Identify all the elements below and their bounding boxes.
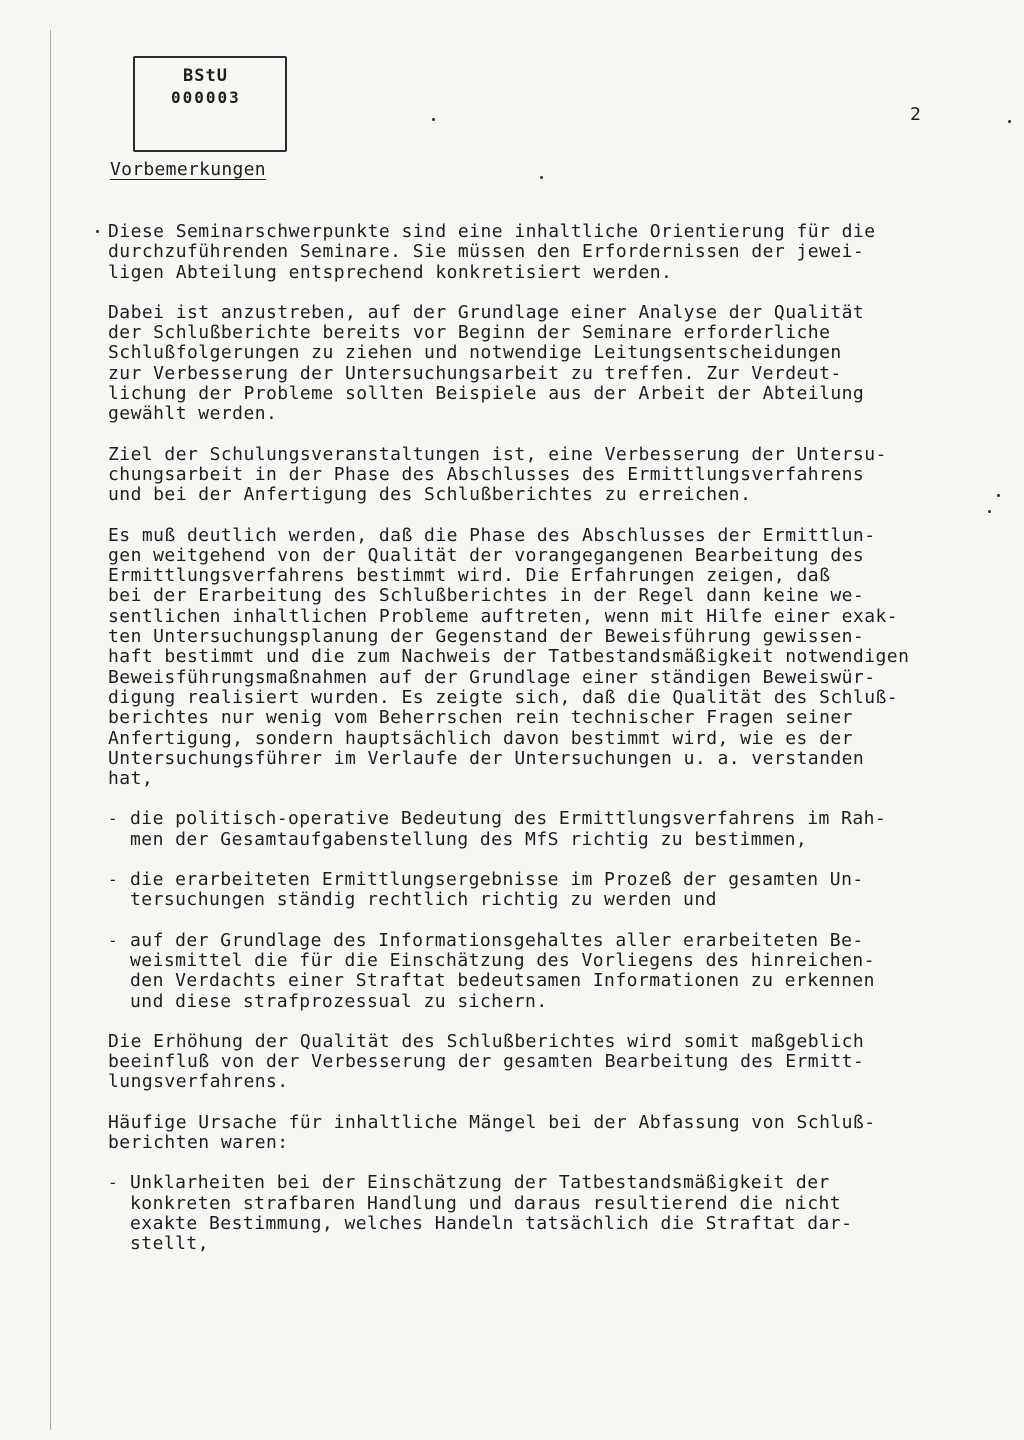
list-item-text: die erarbeiteten Ermittlungsergebnisse im Prozeß der gesamten Un- tersuchungen ständig rechtlich richtig zu werden und	[130, 869, 864, 911]
list-dash: -	[108, 1173, 118, 1193]
section-heading: Vorbemerkungen	[110, 159, 266, 180]
paragraph-3: Ziel der Schulungsveranstaltungen ist, eine Verbesserung der Untersu- chungsarbeit in der Phase des Abschlusses des Ermittlungsverfahrens und bei der Anfertigung des Schlußberichtes zu erreichen.	[108, 443, 887, 506]
scan-speck	[96, 230, 99, 233]
stamp-line-1: BStU	[183, 66, 228, 86]
list-dash: -	[108, 809, 118, 829]
list-item	[108, 809, 958, 850]
scan-speck	[997, 494, 1000, 497]
stamp-line-2: 000003	[171, 88, 241, 107]
list-item-text: Unklarheiten bei der Einschätzung der Tatbestandsmäßigkeit der konkreten strafbaren Handlung und daraus resultierend die nicht exakte Bestimmung, welches Handeln tatsächlich die Straftat dar- stellt,	[130, 1172, 853, 1255]
list-dash: -	[108, 870, 118, 890]
paragraph-2: Dabei ist anzustreben, auf der Grundlage einer Analyse der Qualität der Schlußberichte bereits vor Beginn der Seminare erforderliche Schlußfolgerungen zu ziehen und notwendige Leitungsentscheidungen zur Verbesserung der Untersuchungsarbeit zu treffen. Zur Verdeut- lichung der Probleme sollten Beispiele aus der Arbeit der Abteilung gewählt werden.	[108, 301, 865, 425]
page-number: 2	[910, 104, 921, 125]
scan-speck	[1008, 120, 1011, 123]
list-item	[108, 931, 958, 1012]
list-item	[108, 870, 958, 911]
scan-speck	[540, 176, 543, 179]
scan-speck	[432, 118, 435, 121]
list-item-text: die politisch-operative Bedeutung des Ermittlungsverfahrens im Rah- men der Gesamtaufgabenstellung des MfS richtig zu bestimmen,	[130, 808, 887, 850]
list-dash: -	[108, 930, 118, 950]
paragraph-5: Die Erhöhung der Qualität des Schlußberichtes wird somit maßgeblich beeinfluß von der Verbesserung der gesamten Bearbeitung des Ermitt- lungsverfahrens.	[108, 1030, 865, 1093]
list-item-text: auf der Grundlage des Informationsgehaltes aller erarbeiteten Be- weismittel die für die Einschätzung des Vorliegens des hinreichen- den Verdachts einer Straftat bedeutsamen Informationen zu erkennen und diese strafprozessual zu sichern.	[130, 929, 875, 1012]
paragraph-6: Häufige Ursache für inhaltliche Mängel bei der Abfassung von Schluß- berichten waren:	[108, 1111, 876, 1153]
archive-stamp	[133, 56, 287, 152]
paragraph-4: Es muß deutlich werden, daß die Phase des Abschlusses der Ermittlun- gen weitgehend von der Qualität der vorangegangenen Bearbeitung des Ermittlungsverfahrens bestimmt wird. Die Erfahrungen zeigen, daß bei der Erarbeitung des Schlußberichtes in der Regel dann keine we- sentlichen inhaltlichen Probleme auftreten, wenn mit Hilfe einer exak- ten Untersuchungsplanung der Gegenstand der Beweisführung gewissen- haft bestimmt und die zum Nachweis der Tatbestandsmäßigkeit notwendigen Beweisführungsmaßnahmen auf der Grundlage einer ständigen Beweiswür- digung realisiert wurden. Es zeigte sich, daß die Qualität des Schluß- berichtes nur wenig vom Beherrschen rein technischer Fragen seiner Anfertigung, sondern hauptsächlich davon bestimmt wird, wie es der Untersuchungsführer im Verlaufe der Untersuchungen u. a. verstanden hat,	[108, 524, 910, 790]
scan-speck	[988, 510, 991, 513]
body-text	[108, 222, 958, 1254]
list-item	[108, 1173, 958, 1254]
margin-line	[50, 30, 51, 1430]
paragraph-1: Diese Seminarschwerpunkte sind eine inhaltliche Orientierung für die durchzuführenden Seminare. Sie müssen den Erfordernissen der jewei- ligen Abteilung entsprechend konkretisiert werden.	[108, 221, 876, 283]
